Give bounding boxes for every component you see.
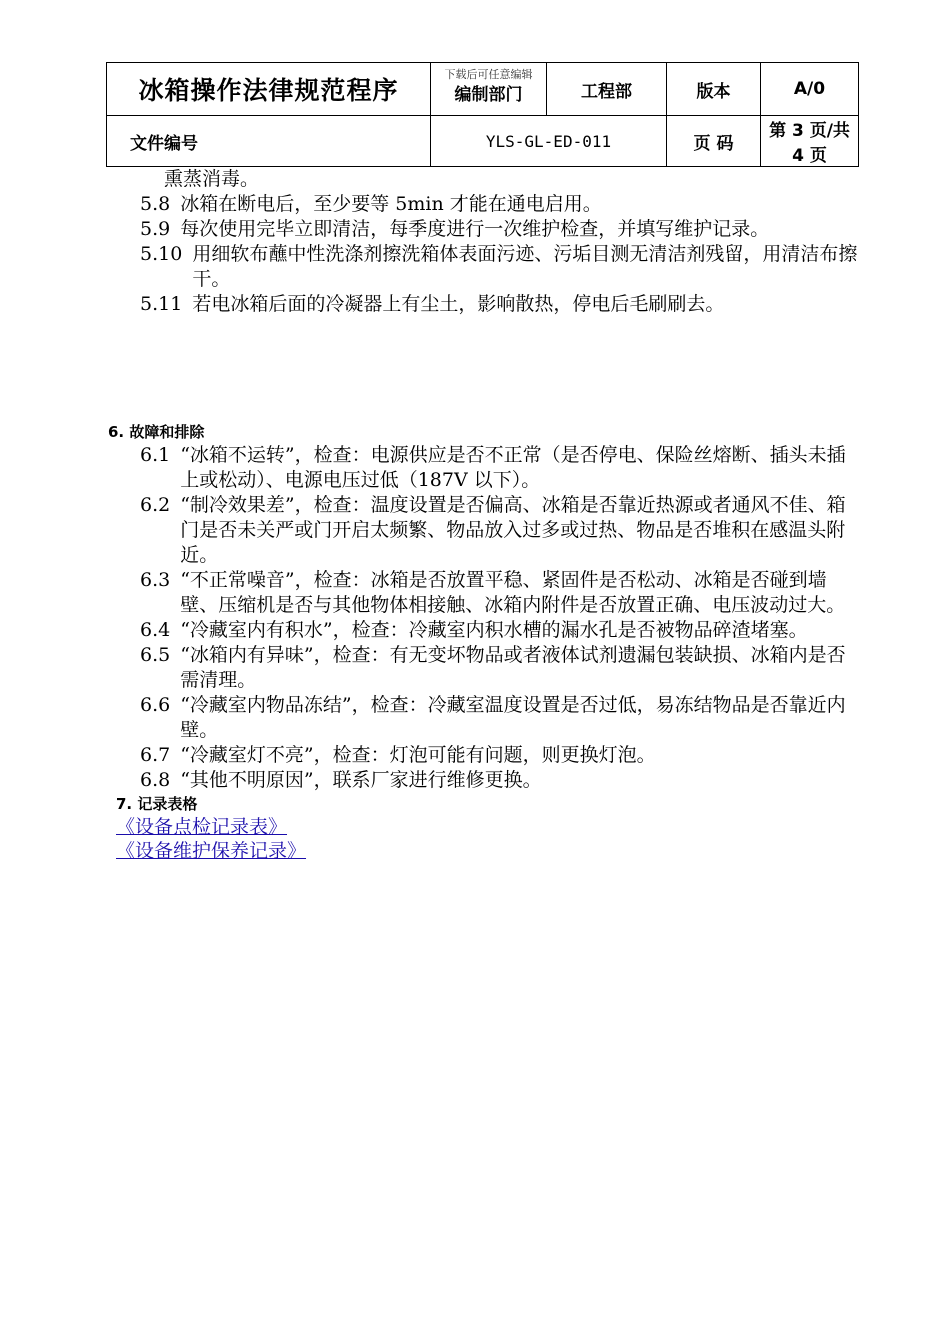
item-number: 6.3 (140, 569, 171, 591)
list-item-5-10 (108, 242, 860, 292)
file-no-label (107, 116, 431, 167)
section6-heading: 6. 故障和排除 (108, 423, 205, 441)
item-text: “冰箱不运转”，检查：电源供应是否不正常（是否停电、保险丝熔断、插头未插上或松动）、电源电压过低（187V 以下）。 (180, 444, 846, 491)
version-label: 版本 (667, 63, 761, 116)
item-number: 6.4 (140, 619, 171, 641)
list-item-6-1 (108, 443, 860, 493)
section5-carry-over: 熏蒸消毒。 (164, 168, 260, 190)
document-body (108, 167, 860, 863)
document-title: 冰箱操作法律规范程序 (107, 63, 431, 116)
item-number: 5.11 (140, 293, 183, 315)
item-text: “制冷效果差”，检查：温度设置是否偏高、冰箱是否靠近热源或者通风不佳、箱门是否未关严或门开启太频繁、物品放入过多或过热、物品是否堆积在感温头附近。 (180, 494, 846, 566)
item-text: “冷藏室灯不亮”，检查：灯泡可能有问题，则更换灯泡。 (180, 744, 656, 766)
page-label: 页 码 (667, 116, 761, 167)
version-value: A/0 (761, 63, 859, 116)
item-number: 6.8 (140, 769, 171, 791)
item-number: 6.7 (140, 744, 171, 766)
list-item-6-4 (108, 618, 860, 643)
list-item-6-3 (108, 568, 860, 618)
item-number: 6.2 (140, 494, 171, 516)
item-number: 6.6 (140, 694, 171, 716)
list-item-6-6 (108, 693, 860, 743)
file-no-label-text: 文件编号 (130, 133, 198, 154)
file-no-value: YLS-GL-ED-011 (431, 116, 667, 167)
dept-label-cell (431, 63, 547, 116)
list-item-6-2 (108, 493, 860, 568)
item-text: “冷藏室内有积水”，检查：冷藏室内积水槽的漏水孔是否被物品碎渣堵塞。 (180, 619, 808, 641)
download-watermark: 下载后可任意编辑 (444, 68, 533, 81)
link-equipment-inspection-record[interactable]: 《设备点检记录表》 (116, 816, 288, 838)
list-item-6-7 (108, 743, 860, 768)
list-item-6-8 (108, 768, 860, 793)
item-number: 5.8 (140, 193, 171, 215)
item-number: 5.9 (140, 218, 171, 240)
section7-heading: 7. 记录表格 (116, 795, 198, 813)
item-number: 5.10 (140, 243, 183, 265)
item-text: “冰箱内有异味”，检查：有无变坏物品或者液体试剂遗漏包装缺损、冰箱内是否需清理。 (180, 644, 846, 691)
dept-value: 工程部 (547, 63, 667, 116)
item-text: “不正常噪音”，检查：冰箱是否放置平稳、紧固件是否松动、冰箱是否碰到墙壁、压缩机是否与其他物体相接触、冰箱内附件是否放置正确、电压波动过大。 (180, 569, 846, 616)
list-item-5-11 (108, 292, 860, 317)
item-number: 6.1 (140, 444, 171, 466)
item-text: 每次使用完毕立即清洁，每季度进行一次维护检查，并填写维护记录。 (180, 218, 770, 240)
item-number: 6.5 (140, 644, 171, 666)
list-item-5-8 (108, 192, 860, 217)
document-header-table (106, 62, 858, 166)
item-text: 用细软布蘸中性洗涤剂擦洗箱体表面污迹、污垢目测无清洁剂残留，用清洁布擦干。 (192, 243, 858, 290)
page-value: 第 3 页/共 4 页 (761, 116, 859, 167)
dept-label: 编制部门 (454, 84, 523, 105)
link-equipment-maintenance-record[interactable]: 《设备维护保养记录》 (116, 840, 307, 862)
item-text: 冰箱在断电后，至少要等 5min 才能在通电启用。 (180, 193, 602, 215)
item-text: “冷藏室内物品冻结”，检查：冷藏室温度设置是否过低，易冻结物品是否靠近内壁。 (180, 694, 846, 741)
item-text: “其他不明原因”，联系厂家进行维修更换。 (180, 769, 542, 791)
section-spacer (108, 317, 860, 421)
list-item-5-9 (108, 217, 860, 242)
item-text: 若电冰箱后面的冷凝器上有尘土，影响散热，停电后毛刷刷去。 (192, 293, 725, 315)
list-item-6-5 (108, 643, 860, 693)
